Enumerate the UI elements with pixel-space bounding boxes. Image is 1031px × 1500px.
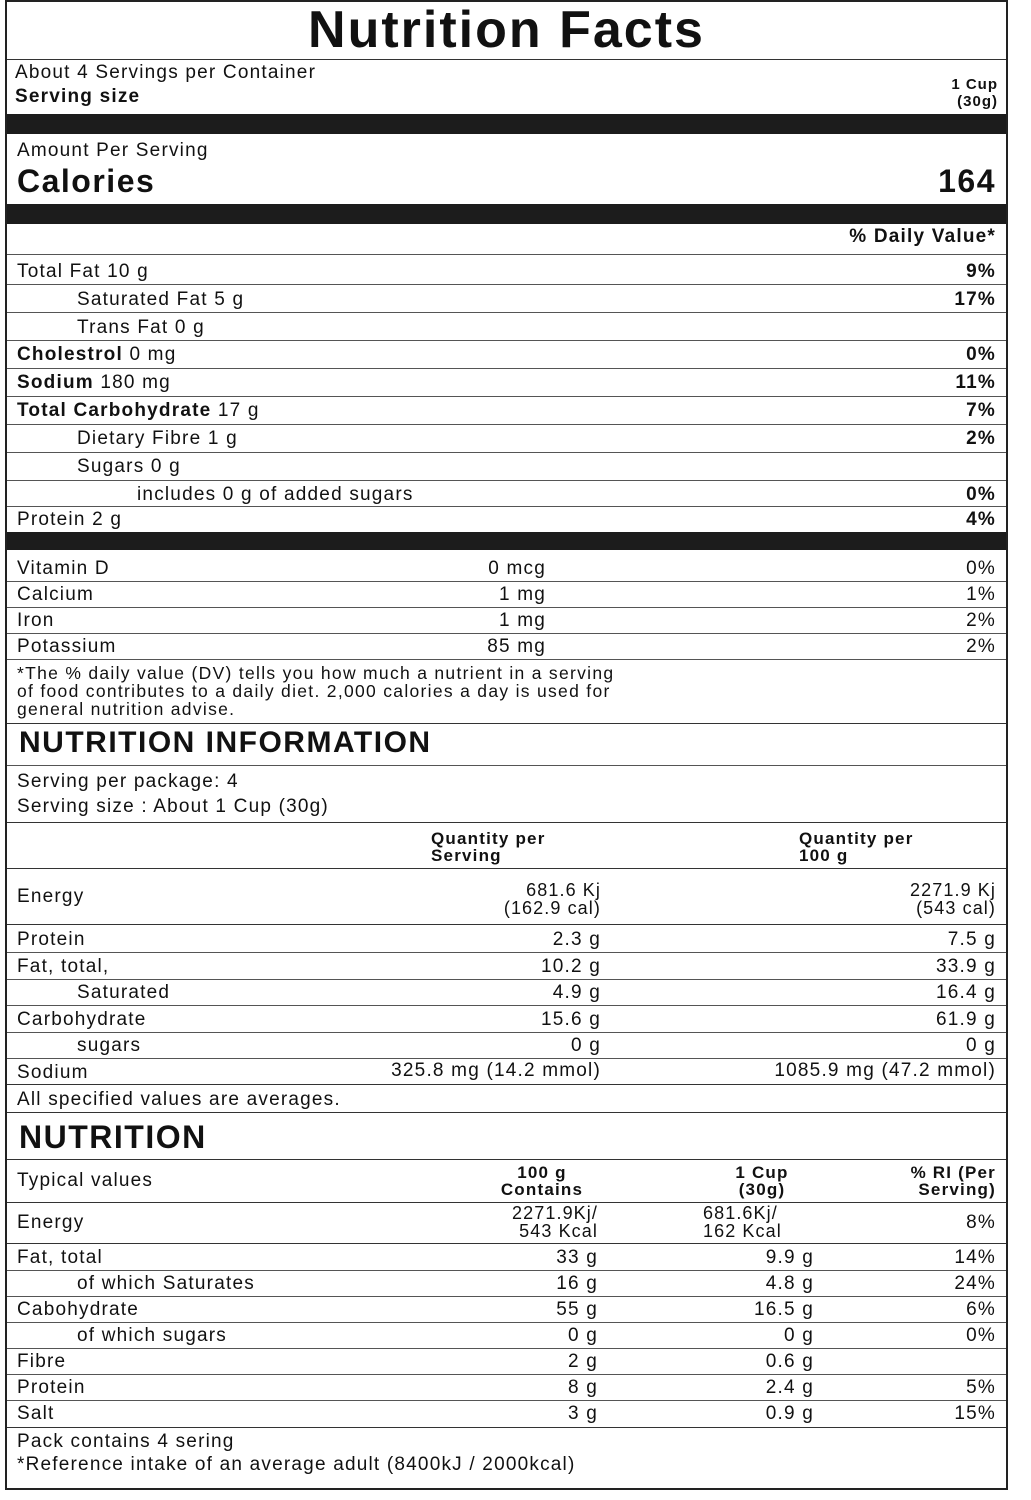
- amount-per-serving: Amount Per Serving: [17, 140, 209, 161]
- table-row-label: Carbohydrate: [17, 1009, 147, 1030]
- table-row-label: of which sugars: [77, 1325, 228, 1346]
- energy-ri: 8%: [966, 1212, 996, 1233]
- energy-per-serving: 681.6 Kj (162.9 cal): [503, 880, 601, 918]
- serving-size-value: 1 Cup (30g): [951, 76, 998, 110]
- table-row-ri: 24%: [954, 1273, 996, 1294]
- table-row-cup: 0 g: [783, 1325, 814, 1346]
- vitamin-name: Calcium: [17, 584, 95, 605]
- table-row-serving: 15.6 g: [540, 1009, 601, 1030]
- nutrient-label: Sugars 0 g: [77, 456, 181, 477]
- table-row-per100: 16 g: [556, 1273, 598, 1294]
- nutrient-dv: 17%: [954, 289, 996, 310]
- table-row-label: Saturated: [77, 982, 171, 1003]
- table-row-cup: 16.5 g: [753, 1299, 814, 1320]
- dv-footnote: *The % daily value (DV) tells you how much a nutrient in a serving of food contributes to a daily diet. 2,000 calories a day is used for general nutrition advise.: [17, 663, 615, 719]
- servings-per-package: Serving per package: 4: [17, 771, 239, 792]
- averages-note: All specified values are averages.: [17, 1089, 341, 1110]
- reference-intake-note: *Reference intake of an average adult (8400kJ / 2000kcal): [17, 1454, 576, 1475]
- energy-label: Energy: [17, 1212, 85, 1233]
- table-row-serving: 10.2 g: [540, 956, 601, 977]
- table-row-serving: 325.8 mg (14.2 mmol): [391, 1060, 601, 1081]
- table-row-per100: 33.9 g: [935, 956, 996, 977]
- table-row-label: of which Saturates: [77, 1273, 255, 1294]
- table-row-per100: 33 g: [556, 1247, 598, 1268]
- nutrient-label: Protein 2 g: [17, 509, 123, 530]
- table-row-label: Fat, total: [17, 1247, 103, 1268]
- table-row-cup: 9.9 g: [765, 1247, 814, 1268]
- vitamin-dv: 2%: [966, 610, 996, 631]
- daily-value-header: % Daily Value*: [849, 226, 996, 247]
- vitamin-dv: 0%: [966, 558, 996, 579]
- table-row-label: Fat, total,: [17, 956, 110, 977]
- serving-size: Serving size : About 1 Cup (30g): [17, 796, 329, 817]
- energy-per-cup: 681.6Kj/ 162 Kcal: [703, 1203, 782, 1241]
- typical-values-header: Typical values: [17, 1170, 154, 1191]
- calories-label: Calories: [17, 163, 156, 199]
- table-row-label: sugars: [77, 1035, 142, 1056]
- table-row-per100: 61.9 g: [935, 1009, 996, 1030]
- table-row-label: Protein: [17, 1377, 86, 1398]
- table-row-label: Sodium: [17, 1062, 89, 1083]
- table-row-cup: 2.4 g: [765, 1377, 814, 1398]
- nutrient-label: Sodium 180 mg: [17, 372, 171, 393]
- nutrient-label: Total Carbohydrate 17 g: [17, 400, 260, 421]
- nutrient-dv: 0%: [966, 484, 996, 505]
- nutrient-label: Dietary Fibre 1 g: [77, 428, 238, 449]
- table-row-ri: 5%: [966, 1377, 996, 1398]
- vitamin-name: Potassium: [17, 636, 117, 657]
- nutrient-dv: 11%: [955, 372, 996, 393]
- vitamin-dv: 1%: [966, 584, 996, 605]
- table-row-label: Protein: [17, 929, 86, 950]
- nutrient-dv: 2%: [966, 428, 996, 449]
- vitamin-amount: 0 mcg: [488, 558, 546, 579]
- vitamin-dv: 2%: [966, 636, 996, 657]
- column-header-1-cup: 1 Cup (30g): [735, 1163, 789, 1199]
- column-header-per-serving: Quantity per Serving: [431, 829, 546, 865]
- vitamin-amount: 85 mg: [487, 636, 546, 657]
- nutrition-title: NUTRITION: [19, 1119, 207, 1155]
- table-row-per100: 55 g: [556, 1299, 598, 1320]
- table-row-serving: 2.3 g: [552, 929, 601, 950]
- vitamin-amount: 1 mg: [498, 584, 546, 605]
- table-row-cup: 0.6 g: [765, 1351, 814, 1372]
- nutrient-label: Saturated Fat 5 g: [77, 289, 245, 310]
- nutrient-dv: 0%: [966, 344, 996, 365]
- calories-value: 164: [938, 163, 996, 199]
- nutrition-facts-title: Nutrition Facts: [308, 1, 705, 59]
- thick-divider: [7, 204, 1006, 224]
- table-row-per100: 8 g: [567, 1377, 598, 1398]
- table-row-per100: 16.4 g: [935, 982, 996, 1003]
- table-row-cup: 4.8 g: [765, 1273, 814, 1294]
- table-row-ri: 15%: [954, 1403, 996, 1424]
- vitamin-name: Vitamin D: [17, 558, 110, 579]
- table-row-cup: 0.9 g: [765, 1403, 814, 1424]
- energy-label: Energy: [17, 886, 85, 907]
- table-row-per100: 0 g: [567, 1325, 598, 1346]
- table-row-ri: 0%: [966, 1325, 996, 1346]
- nutrient-label: Cholestrol 0 mg: [17, 344, 177, 365]
- vitamin-name: Iron: [17, 610, 55, 631]
- table-row-label: Cabohydrate: [17, 1299, 139, 1320]
- thick-divider: [7, 114, 1006, 134]
- column-header-ri: % RI (Per Serving): [910, 1163, 996, 1199]
- pack-contains: Pack contains 4 sering: [17, 1431, 235, 1452]
- table-row-label: Fibre: [17, 1351, 67, 1372]
- energy-per-100g: 2271.9Kj/ 543 Kcal: [512, 1203, 598, 1241]
- vitamin-amount: 1 mg: [498, 610, 546, 631]
- nutrient-dv: 4%: [966, 509, 996, 530]
- servings-per-container: About 4 Servings per Container: [15, 62, 317, 83]
- nutrient-label: Total Fat 10 g: [17, 261, 149, 282]
- table-row-per100: 1085.9 mg (47.2 mmol): [774, 1060, 996, 1081]
- nutrient-label: Trans Fat 0 g: [77, 317, 205, 338]
- nutrient-dv: 7%: [966, 400, 996, 421]
- table-row-per100: 3 g: [567, 1403, 598, 1424]
- column-header-per-100g: Quantity per 100 g: [799, 829, 914, 865]
- table-row-per100: 7.5 g: [947, 929, 996, 950]
- energy-per-100g: 2271.9 Kj (543 cal): [910, 880, 996, 918]
- column-header-100g-contains: 100 g Contains: [500, 1163, 584, 1199]
- nutrient-dv: 9%: [966, 261, 996, 282]
- nutrition-label: [5, 0, 1008, 1490]
- table-row-serving: 0 g: [570, 1035, 601, 1056]
- serving-size-label: Serving size: [15, 86, 141, 107]
- table-row-label: Salt: [17, 1403, 55, 1424]
- table-row-per100: 2 g: [567, 1351, 598, 1372]
- table-row-ri: 14%: [954, 1247, 996, 1268]
- divider: [7, 59, 1006, 60]
- table-row-serving: 4.9 g: [552, 982, 601, 1003]
- nutrient-label: includes 0 g of added sugars: [137, 484, 414, 505]
- table-row-ri: 6%: [966, 1299, 996, 1320]
- thick-divider: [7, 532, 1006, 550]
- nutrition-information-title: NUTRITION INFORMATION: [19, 726, 432, 759]
- table-row-per100: 0 g: [965, 1035, 996, 1056]
